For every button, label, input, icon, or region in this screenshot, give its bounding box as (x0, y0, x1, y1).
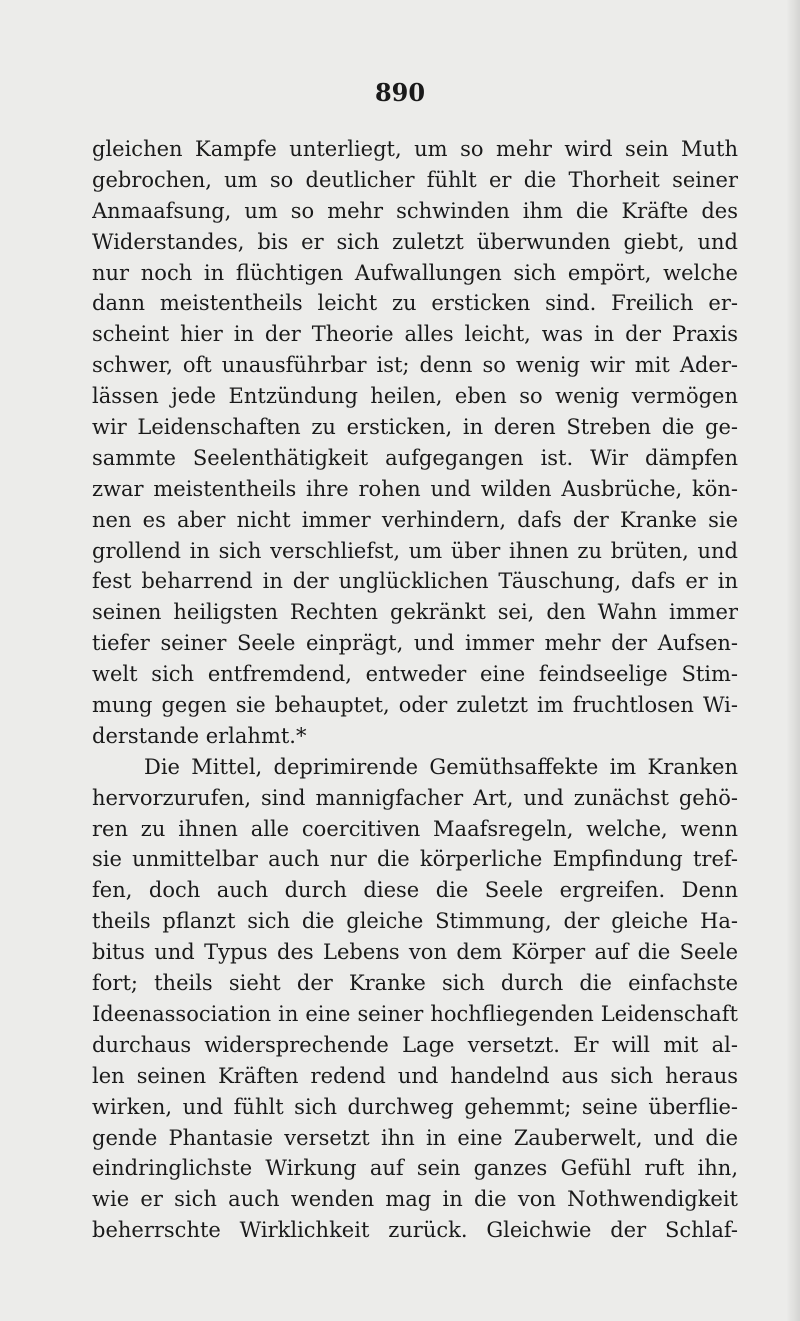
text-line: zwar meistentheils ihre rohen und wilden Ausbrüche, kön- (92, 476, 738, 501)
text-line: dann meistentheils leicht zu ersticken sind. Freilich er- (92, 291, 738, 316)
body-text (92, 134, 738, 1246)
text-line: durchaus widersprechende Lage versetzt. Er will mit al- (92, 1032, 738, 1057)
text-line: tiefer seiner Seele einprägt, und immer mehr der Aufsen- (92, 631, 738, 656)
text-line: schwer, oft unausführbar ist; denn so wenig wir mit Ader- (92, 353, 738, 378)
text-line: nen es aber nicht immer verhindern, dafs der Kranke sie (92, 507, 738, 532)
paragraph-start-line: Die Mittel, deprimirende Gemüthsaffekte im Kranken (144, 754, 738, 779)
text-line: sie unmittelbar auch nur die körperliche Empfindung tref- (92, 847, 738, 872)
text-line: grollend in sich verschliefst, um über ihnen zu brüten, und (92, 538, 738, 563)
text-line: lässen jede Entzündung heilen, eben so wenig vermögen (92, 384, 738, 409)
text-line: wir Leidenschaften zu ersticken, in deren Streben die ge- (92, 415, 738, 440)
text-line: Widerstandes, bis er sich zuletzt überwunden giebt, und (92, 229, 738, 254)
text-line: beherrschte Wirklichkeit zurück. Gleichwie der Schlaf- (92, 1218, 738, 1243)
text-line: ren zu ihnen alle coercitiven Maafsregeln, welche, wenn (92, 816, 738, 841)
text-line: gebrochen, um so deutlicher fühlt er die Thorheit seiner (92, 167, 738, 192)
text-line: mung gegen sie behauptet, oder zuletzt im fruchtlosen Wi- (92, 693, 738, 718)
page-number: 890 (374, 78, 426, 107)
text-line: len seinen Kräften redend und handelnd aus sich heraus (92, 1063, 738, 1088)
text-line: welt sich entfremdend, entweder eine feindseelige Stim- (92, 662, 738, 687)
text-line: theils pflanzt sich die gleiche Stimmung, der gleiche Ha- (92, 909, 738, 934)
text-line: gende Phantasie versetzt ihn in eine Zauberwelt, und die (92, 1125, 738, 1150)
text-line: sammte Seelenthätigkeit aufgegangen ist. Wir dämpfen (92, 445, 738, 470)
text-line: fort; theils sieht der Kranke sich durch die einfachste (92, 971, 738, 996)
text-line: hervorzurufen, sind mannigfacher Art, und zunächst gehö- (92, 785, 738, 810)
text-line: scheint hier in der Theorie alles leicht, was in der Praxis (92, 322, 738, 347)
text-line: Anmaafsung, um so mehr schwinden ihm die Kräfte des (92, 198, 738, 223)
paragraph-end-line: derstande erlahmt.* (92, 723, 307, 748)
text-line: wirken, und fühlt sich durchweg gehemmt; seine überflie- (92, 1094, 738, 1119)
text-line: eindringlichste Wirkung auf sein ganzes Gefühl ruft ihn, (92, 1156, 738, 1181)
text-line: fen, doch auch durch diese die Seele ergreifen. Denn (92, 878, 738, 903)
page-edge-shadow (786, 0, 800, 1321)
text-line: nur noch in flüchtigen Aufwallungen sich empört, welche (92, 260, 738, 285)
text-line: Ideenassociation in eine seiner hochfliegenden Leidenschaft (92, 1001, 738, 1026)
text-line: wie er sich auch wenden mag in die von Nothwendigkeit (92, 1187, 738, 1212)
text-line: seinen heiligsten Rechten gekränkt sei, den Wahn immer (92, 600, 738, 625)
text-line: bitus und Typus des Lebens von dem Körper auf die Seele (92, 940, 738, 965)
text-line: fest beharrend in der unglücklichen Täuschung, dafs er in (92, 569, 738, 594)
text-line: gleichen Kampfe unterliegt, um so mehr wird sein Muth (92, 137, 738, 161)
